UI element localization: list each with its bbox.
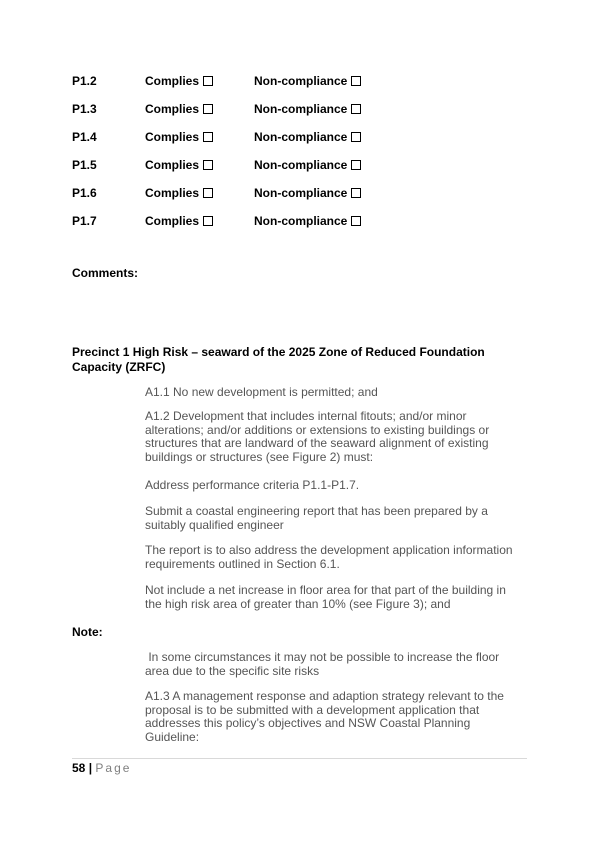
section-heading: Precinct 1 High Risk – seaward of the 2025 Zone of Reduced Foundation Capacity (ZRFC) — [72, 345, 485, 374]
noncompliance-checkbox[interactable] — [351, 76, 361, 86]
comments-label: Comments: — [72, 266, 139, 280]
complies-option[interactable] — [145, 157, 213, 173]
noncompliance-checkbox[interactable] — [351, 132, 361, 142]
complies-option[interactable] — [145, 213, 213, 229]
page-footer — [72, 761, 131, 775]
noncompliance-checkbox[interactable] — [351, 104, 361, 114]
noncompliance-option[interactable] — [254, 101, 361, 117]
criterion-code: P1.5 — [72, 158, 97, 172]
paragraph-report-requirements: The report is to also address the development application information requirements outlined in Section 6.1. — [145, 543, 513, 571]
page-word: Page — [95, 761, 132, 775]
complies-checkbox[interactable] — [203, 76, 213, 86]
noncompliance-checkbox[interactable] — [351, 188, 361, 198]
complies-label: Complies — [145, 130, 200, 144]
paragraph-a1-1: A1.1 No new development is permitted; and — [145, 385, 378, 399]
paragraph-a1-2: A1.2 Development that includes internal fitouts; and/or minor alterations; and/or additions or extensions to existing buildings or structures that are landward of the seaward alignment of existing buildings or structures (see Figure 2) must: — [145, 409, 490, 464]
complies-option[interactable] — [145, 73, 213, 89]
noncompliance-option[interactable] — [254, 185, 361, 201]
complies-option[interactable] — [145, 101, 213, 117]
complies-option[interactable] — [145, 129, 213, 145]
complies-checkbox[interactable] — [203, 216, 213, 226]
criterion-code: P1.3 — [72, 102, 97, 116]
complies-label: Complies — [145, 158, 200, 172]
footer-divider — [72, 758, 527, 759]
noncompliance-label: Non-compliance — [254, 158, 348, 172]
criterion-code: P1.6 — [72, 186, 97, 200]
noncompliance-label: Non-compliance — [254, 186, 348, 200]
noncompliance-option[interactable] — [254, 157, 361, 173]
noncompliance-option[interactable] — [254, 129, 361, 145]
criterion-code: P1.4 — [72, 130, 97, 144]
paragraph-a1-3: A1.3 A management response and adaption strategy relevant to the proposal is to be submitted with a development application that addresses this policy’s objectives and NSW Coastal Planning Guideline: — [145, 689, 504, 744]
complies-label: Complies — [145, 74, 200, 88]
complies-label: Complies — [145, 102, 200, 116]
note-label: Note: — [72, 625, 103, 639]
complies-checkbox[interactable] — [203, 188, 213, 198]
criterion-code: P1.7 — [72, 214, 97, 228]
noncompliance-option[interactable] — [254, 213, 361, 229]
complies-checkbox[interactable] — [203, 104, 213, 114]
noncompliance-checkbox[interactable] — [351, 160, 361, 170]
page-number: 58 — [72, 761, 86, 775]
paragraph-coastal-report: Submit a coastal engineering report that has been prepared by a suitably qualified engineer — [145, 504, 488, 532]
noncompliance-label: Non-compliance — [254, 214, 348, 228]
paragraph-performance-criteria: Address performance criteria P1.1-P1.7. — [145, 478, 360, 492]
noncompliance-label: Non-compliance — [254, 130, 348, 144]
noncompliance-option[interactable] — [254, 73, 361, 89]
noncompliance-label: Non-compliance — [254, 102, 348, 116]
noncompliance-label: Non-compliance — [254, 74, 348, 88]
complies-label: Complies — [145, 214, 200, 228]
complies-checkbox[interactable] — [203, 132, 213, 142]
criterion-code: P1.2 — [72, 74, 97, 88]
paragraph-floor-area: Not include a net increase in floor area for that part of the building in the high risk area of greater than 10% (see Figure 3); and — [145, 583, 506, 611]
complies-checkbox[interactable] — [203, 160, 213, 170]
complies-label: Complies — [145, 186, 200, 200]
complies-option[interactable] — [145, 185, 213, 201]
noncompliance-checkbox[interactable] — [351, 216, 361, 226]
footer-separator: | — [88, 761, 93, 775]
note-paragraph: In some circumstances it may not be possible to increase the floor area due to the specific site risks — [145, 650, 503, 678]
